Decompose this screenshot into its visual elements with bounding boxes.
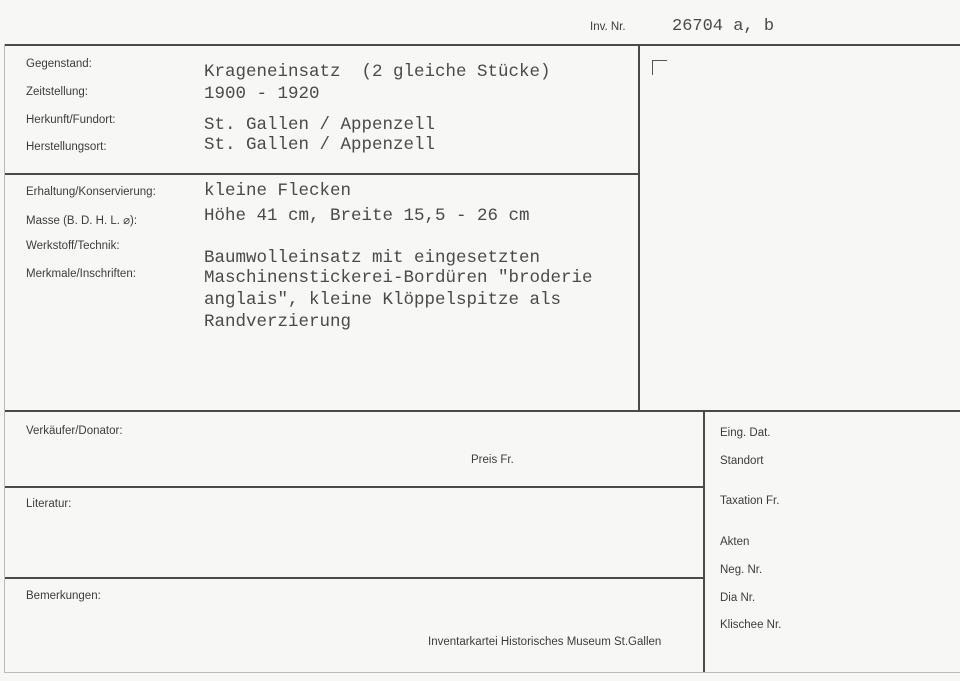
inv-nr-label: Inv. Nr. — [590, 21, 626, 33]
value-erhaltung: kleine Flecken — [204, 181, 352, 201]
value-zeitstellung: 1900 - 1920 — [204, 84, 320, 104]
label-bemerkungen: Bemerkungen: — [26, 590, 101, 602]
value-beschreibung-1: Baumwolleinsatz mit eingesetzten — [204, 248, 541, 268]
label-neg-nr: Neg. Nr. — [720, 564, 763, 576]
label-merkmale: Merkmale/Inschriften: — [26, 268, 136, 280]
middle-rule — [4, 410, 960, 412]
label-taxation: Taxation Fr. — [720, 495, 780, 507]
left-edge — [4, 44, 5, 672]
label-akten: Akten — [720, 536, 750, 548]
value-herkunft: St. Gallen / Appenzell — [204, 115, 436, 135]
value-beschreibung-2: Maschinenstickerei-Bordüren "broderie — [204, 268, 593, 288]
label-standort: Standort — [720, 455, 764, 467]
label-eing-dat: Eing. Dat. — [720, 427, 771, 439]
label-zeitstellung: Zeitstellung: — [26, 86, 89, 98]
footer-institution: Inventarkartei Historisches Museum St.Gallen — [428, 636, 662, 648]
section-rule-3 — [4, 577, 703, 579]
value-herstellungsort: St. Gallen / Appenzell — [204, 135, 436, 155]
corner-mark — [652, 60, 667, 75]
bottom-column-divider — [703, 410, 705, 672]
label-dia-nr: Dia Nr. — [720, 592, 756, 604]
inv-nr-value: 26704 a, b — [672, 17, 775, 36]
value-masse: Höhe 41 cm, Breite 15,5 - 26 cm — [204, 206, 530, 226]
section-rule-2 — [4, 486, 703, 488]
value-beschreibung-3: anglais", kleine Klöppelspitze als — [204, 290, 562, 310]
label-herkunft: Herkunft/Fundort: — [26, 114, 116, 126]
label-gegenstand: Gegenstand: — [26, 58, 92, 70]
label-klischee-nr: Klischee Nr. — [720, 619, 782, 631]
label-erhaltung: Erhaltung/Konservierung: — [26, 186, 156, 198]
bottom-edge — [4, 672, 960, 673]
right-panel-divider — [638, 44, 640, 411]
top-rule — [4, 44, 960, 46]
label-preis: Preis Fr. — [471, 454, 514, 466]
label-masse: Masse (B. D. H. L. ⌀): — [26, 215, 138, 227]
label-werkstoff: Werkstoff/Technik: — [26, 240, 120, 252]
value-gegenstand: Krageneinsatz (2 gleiche Stücke) — [204, 62, 551, 82]
value-beschreibung-4: Randverzierung — [204, 312, 352, 332]
label-verkaeufer: Verkäufer/Donator: — [26, 425, 123, 437]
section-rule-1 — [4, 173, 638, 175]
label-literatur: Literatur: — [26, 498, 72, 510]
label-herstellungsort: Herstellungsort: — [26, 141, 107, 153]
